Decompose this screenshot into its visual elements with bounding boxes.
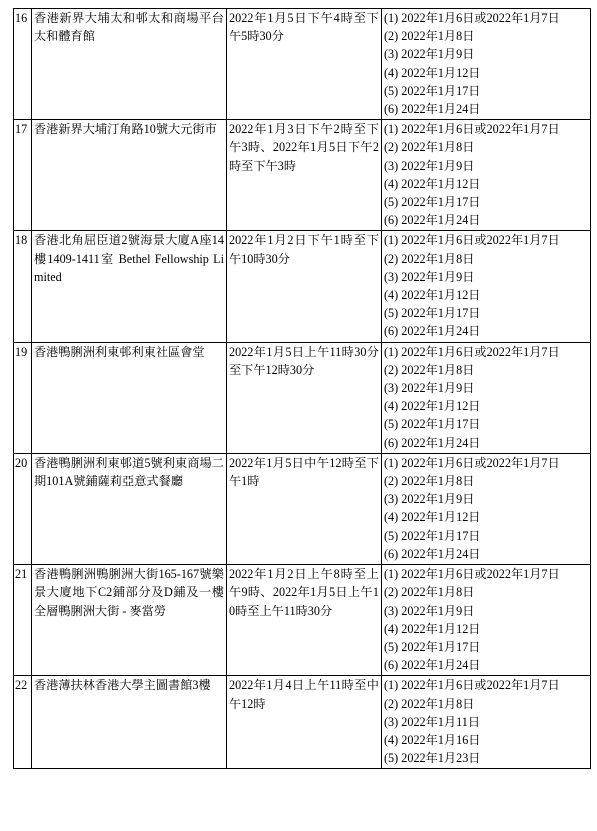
testing-dates-cell <box>382 342 591 453</box>
testing-schedule-table <box>13 8 591 769</box>
row-number: 22 <box>14 676 32 769</box>
location-cell: 香港鴨脷洲利東邨道5號利東商場二期101A號鋪薩莉亞意式餐廳 <box>32 453 227 564</box>
location-cell: 香港新界大埔太和邨太和商場平台太和體育館 <box>32 9 227 120</box>
table-row-17 <box>14 120 591 231</box>
testing-date-item: (4) 2022年1月16日 <box>384 732 481 747</box>
testing-dates-cell <box>382 565 591 676</box>
testing-date-item: (2) 2022年1月8日 <box>384 585 475 600</box>
testing-date-item: (1) 2022年1月6日或2022年1月7日 <box>384 567 560 582</box>
visit-time-cell: 2022年1月2日下午1時至下午10時30分 <box>227 231 382 342</box>
row-number: 21 <box>14 565 32 676</box>
testing-date-item: (3) 2022年1月9日 <box>384 381 475 396</box>
visit-time-cell: 2022年1月2日上午8時至上午9時、2022年1月5日上午10時至上午11時30分 <box>227 565 382 676</box>
table-row-21 <box>14 565 591 676</box>
visit-time-cell: 2022年1月3日下午2時至下午3時、2022年1月5日下午2時至下午3時 <box>227 120 382 231</box>
visit-time-cell: 2022年1月5日上午11時30分至下午12時30分 <box>227 342 382 453</box>
testing-date-item: (2) 2022年1月8日 <box>384 29 475 44</box>
location-cell: 香港鴨脷洲利東邨利東社區會堂 <box>32 342 227 453</box>
testing-dates-cell <box>382 9 591 120</box>
testing-date-item: (5) 2022年1月17日 <box>384 83 481 98</box>
testing-dates-cell <box>382 120 591 231</box>
testing-date-item: (3) 2022年1月9日 <box>384 158 475 173</box>
testing-date-item: (5) 2022年1月17日 <box>384 528 481 543</box>
testing-date-item: (3) 2022年1月9日 <box>384 603 475 618</box>
testing-date-item: (2) 2022年1月8日 <box>384 362 475 377</box>
testing-dates-cell <box>382 453 591 564</box>
testing-date-item: (2) 2022年1月8日 <box>384 696 475 711</box>
testing-dates-cell <box>382 676 591 769</box>
testing-date-item: (4) 2022年1月12日 <box>384 176 481 191</box>
testing-date-item: (3) 2022年1月9日 <box>384 492 475 507</box>
table-body <box>14 9 591 769</box>
row-number: 18 <box>14 231 32 342</box>
table-row-20 <box>14 453 591 564</box>
row-number: 17 <box>14 120 32 231</box>
table-row-19 <box>14 342 591 453</box>
testing-date-item: (3) 2022年1月11日 <box>384 714 481 729</box>
testing-date-item: (6) 2022年1月24日 <box>384 435 481 450</box>
testing-date-item: (4) 2022年1月12日 <box>384 288 481 303</box>
table-row-16 <box>14 9 591 120</box>
testing-date-item: (3) 2022年1月9日 <box>384 269 475 284</box>
row-number: 16 <box>14 9 32 120</box>
testing-dates-cell <box>382 231 591 342</box>
table-row-18 <box>14 231 591 342</box>
testing-date-item: (2) 2022年1月8日 <box>384 474 475 489</box>
testing-date-item: (5) 2022年1月17日 <box>384 417 481 432</box>
testing-date-item: (4) 2022年1月12日 <box>384 510 481 525</box>
testing-date-item: (1) 2022年1月6日或2022年1月7日 <box>384 344 560 359</box>
location-cell: 香港鴨脷洲鴨脷洲大街165-167號樂景大廈地下C2鋪部分及D鋪及一樓全層鴨脷洲大街 - 麥當勞 <box>32 565 227 676</box>
testing-date-item: (5) 2022年1月17日 <box>384 639 481 654</box>
testing-date-item: (6) 2022年1月24日 <box>384 658 481 673</box>
table-row-22 <box>14 676 591 769</box>
testing-date-item: (4) 2022年1月12日 <box>384 399 481 414</box>
location-cell: 香港薄扶林香港大學主圖書館3樓 <box>32 676 227 769</box>
visit-time-cell: 2022年1月5日下午4時至下午5時30分 <box>227 9 382 120</box>
location-cell: 香港新界大埔汀角路10號大元街市 <box>32 120 227 231</box>
visit-time-cell: 2022年1月5日中午12時至下午1時 <box>227 453 382 564</box>
row-number: 19 <box>14 342 32 453</box>
testing-date-item: (6) 2022年1月24日 <box>384 213 481 228</box>
location-cell: 香港北角屈臣道2號海景大廈A座14樓1409-1411室 Bethel Fellowship Limited <box>32 231 227 342</box>
testing-date-item: (1) 2022年1月6日或2022年1月7日 <box>384 455 560 470</box>
testing-date-item: (6) 2022年1月24日 <box>384 324 481 339</box>
testing-date-item: (1) 2022年1月6日或2022年1月7日 <box>384 678 560 693</box>
testing-date-item: (1) 2022年1月6日或2022年1月7日 <box>384 11 560 25</box>
testing-date-item: (6) 2022年1月24日 <box>384 102 481 117</box>
testing-date-item: (6) 2022年1月24日 <box>384 546 481 561</box>
testing-date-item: (4) 2022年1月12日 <box>384 621 481 636</box>
testing-date-item: (3) 2022年1月9日 <box>384 47 475 62</box>
testing-date-item: (5) 2022年1月17日 <box>384 195 481 210</box>
testing-date-item: (4) 2022年1月12日 <box>384 65 481 80</box>
testing-date-item: (2) 2022年1月8日 <box>384 251 475 266</box>
testing-date-item: (1) 2022年1月6日或2022年1月7日 <box>384 122 560 137</box>
testing-date-item: (1) 2022年1月6日或2022年1月7日 <box>384 233 560 248</box>
testing-date-item: (5) 2022年1月23日 <box>384 751 481 766</box>
visit-time-cell: 2022年1月4日上午11時至中午12時 <box>227 676 382 769</box>
row-number: 20 <box>14 453 32 564</box>
testing-date-item: (5) 2022年1月17日 <box>384 306 481 321</box>
testing-date-item: (2) 2022年1月8日 <box>384 140 475 155</box>
